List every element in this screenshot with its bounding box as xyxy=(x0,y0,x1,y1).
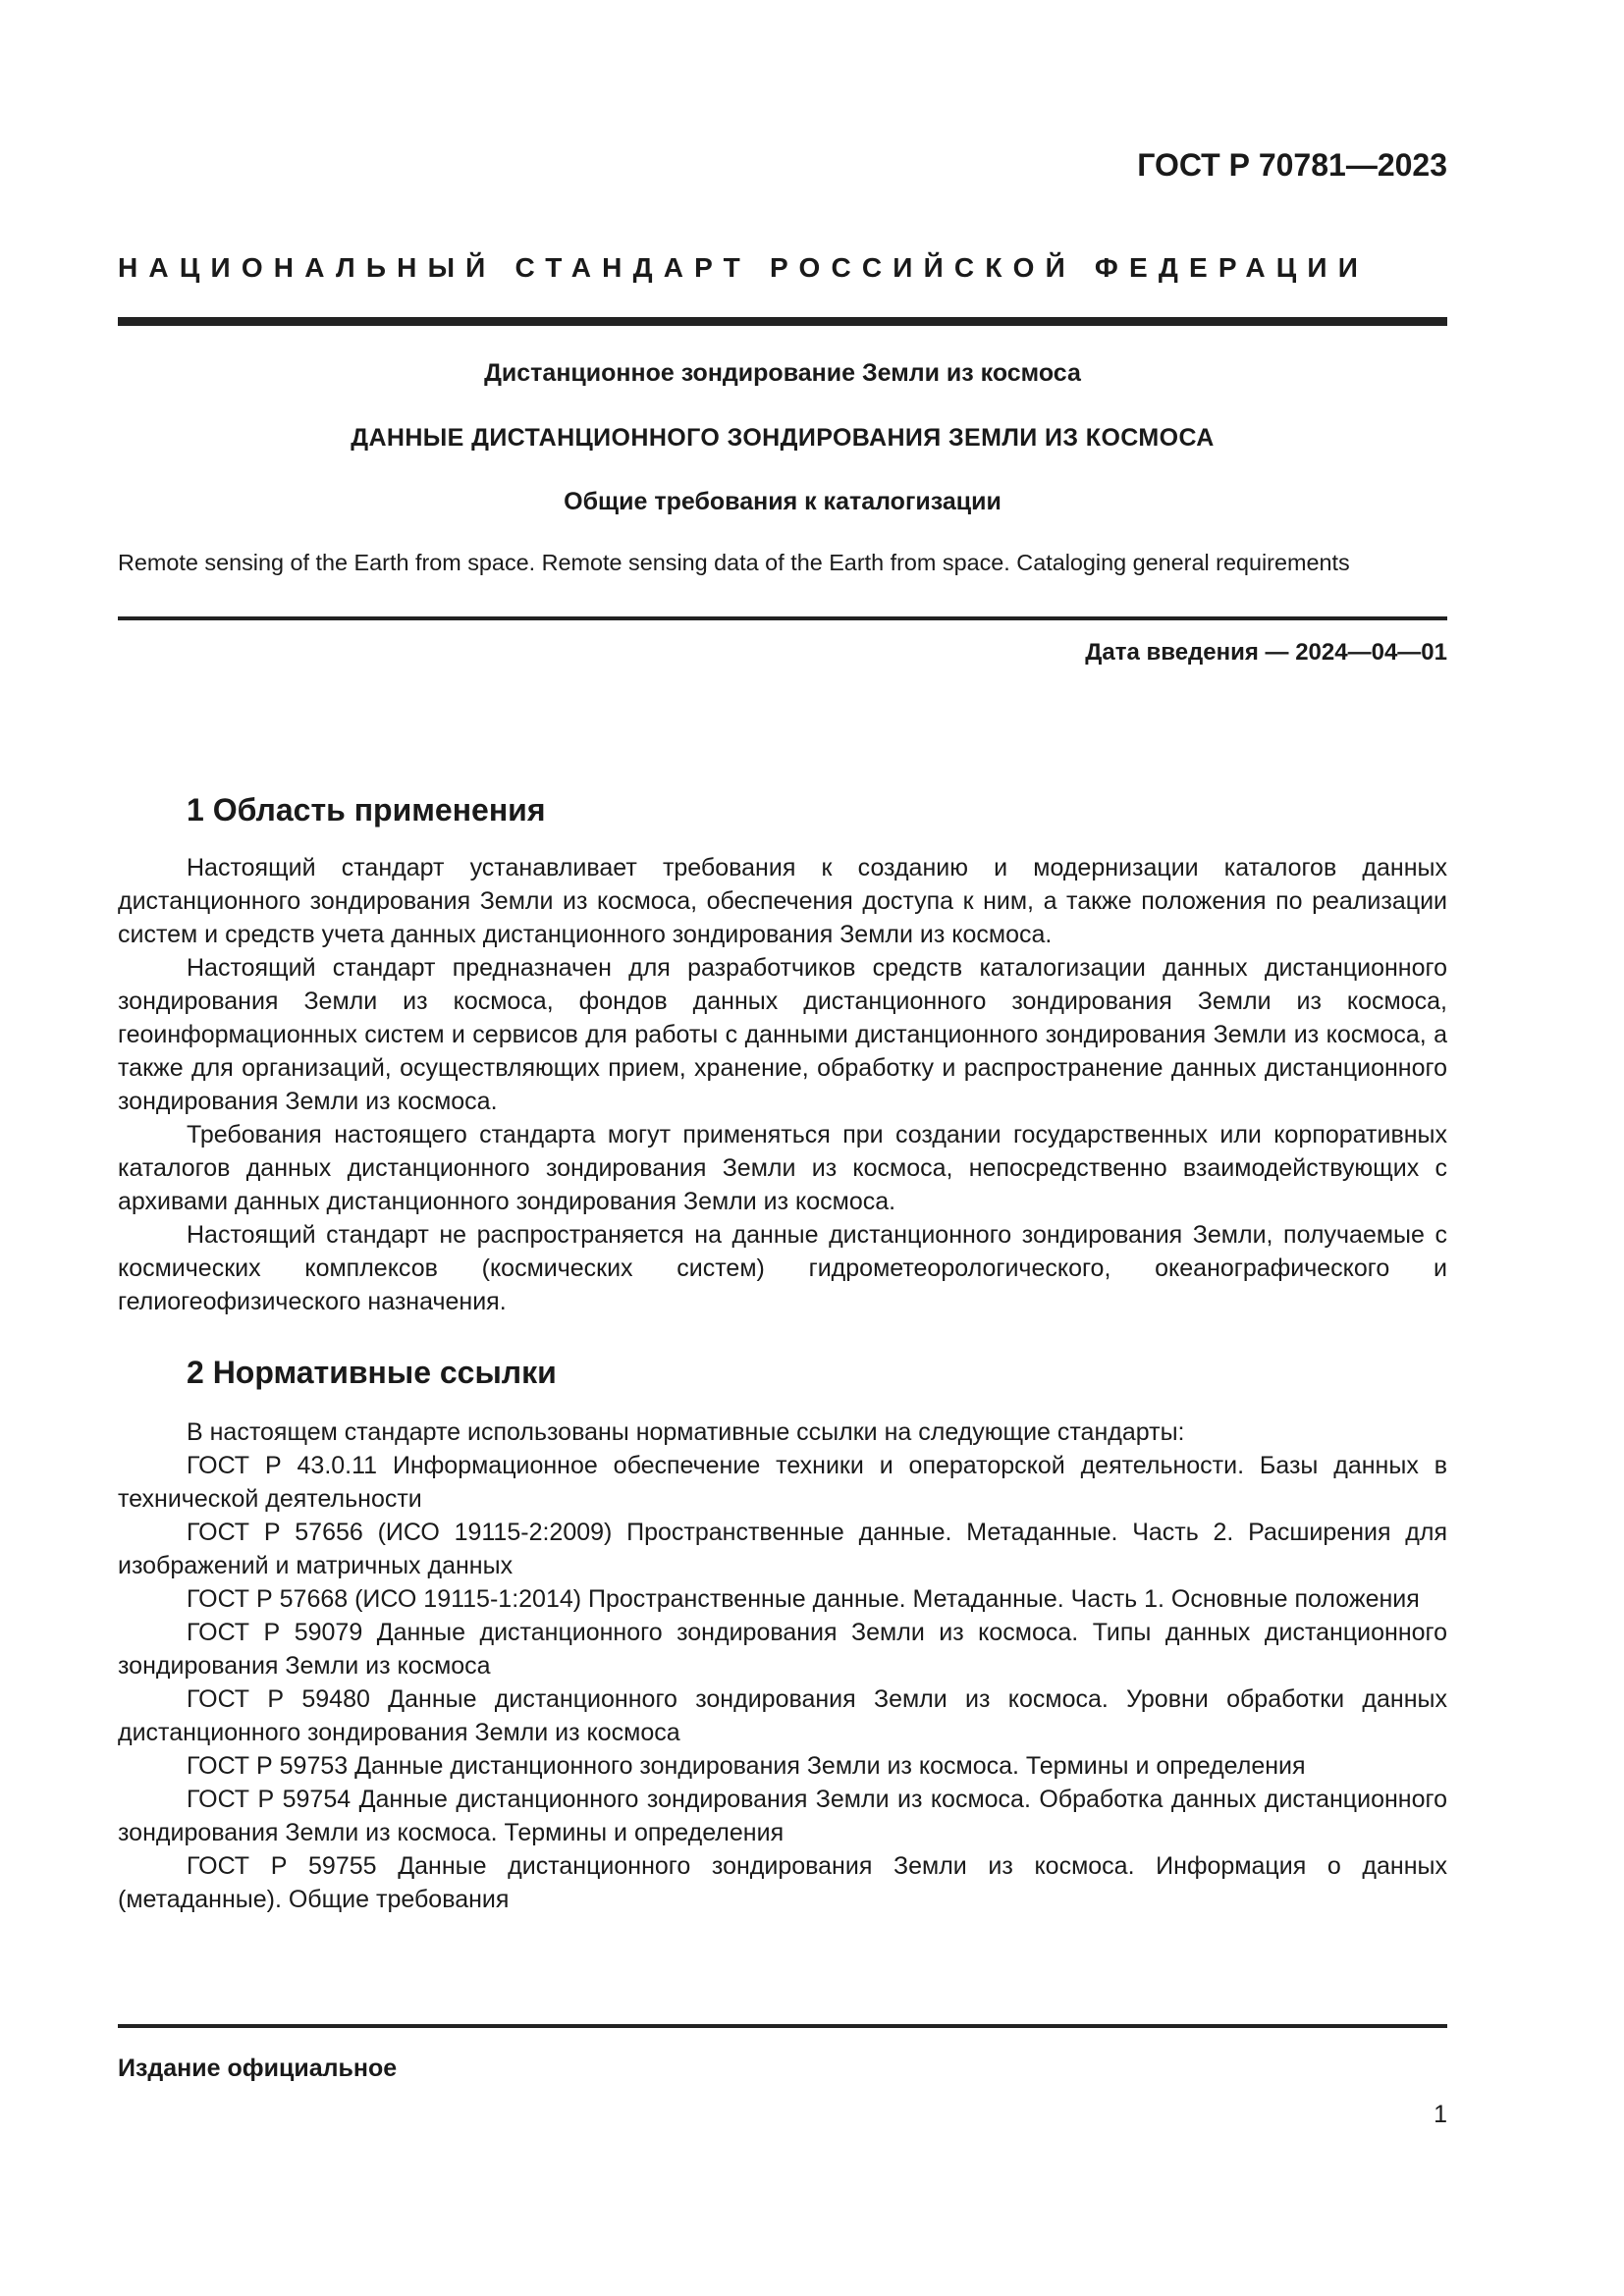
document-title: ДАННЫЕ ДИСТАНЦИОННОГО ЗОНДИРОВАНИЯ ЗЕМЛИ ИЗ КОСМОСА xyxy=(351,424,1215,452)
reference-item: ГОСТ Р 59753 Данные дистанционного зондирования Земли из космоса. Термины и определения xyxy=(187,1752,1306,1780)
page-number: 1 xyxy=(1434,2101,1447,2128)
title-divider xyxy=(118,616,1447,620)
reference-item: ГОСТ Р 59079 Данные дистанционного зондирования Земли из космоса. Типы данных дистанционного зондирования Земли из космоса xyxy=(118,1619,1447,1680)
english-title: Remote sensing of the Earth from space. Remote sensing data of the Earth from space. Cataloging general requirements xyxy=(118,550,1350,575)
section-1-body xyxy=(118,851,1447,1318)
national-standard-banner: НАЦИОНАЛЬНЫЙ СТАНДАРТ РОССИЙСКОЙ ФЕДЕРАЦИИ xyxy=(118,252,1370,283)
standard-number: ГОСТ Р 70781—2023 xyxy=(1137,147,1447,183)
section-2-heading: 2 Нормативные ссылки xyxy=(187,1355,557,1390)
document-subtitle: Дистанционное зондирование Земли из космоса xyxy=(484,359,1081,387)
reference-item: ГОСТ Р 59754 Данные дистанционного зондирования Земли из космоса. Обработка данных дистанционного зондирования Земли из космоса. Термины и определения xyxy=(118,1786,1447,1846)
section-1-paragraph: Настоящий стандарт устанавливает требования к созданию и модернизации каталогов данных дистанционного зондирования Земли из космоса, обеспечения доступа к ним, а также положения по реализации систем и средств учета данных дистанционного зондирования Земли из космоса. xyxy=(118,854,1447,948)
section-1-paragraph: Требования настоящего стандарта могут применяться при создании государственных или корпоративных каталогов данных дистанционного зондирования Земли из космоса, непосредственно взаимодействующих с архивами данных дистанционного зондирования Земли из космоса. xyxy=(118,1121,1447,1215)
reference-item: ГОСТ Р 57668 (ИСО 19115-1:2014) Пространственные данные. Метаданные. Часть 1. Основные положения xyxy=(187,1585,1420,1613)
reference-item: ГОСТ Р 57656 (ИСО 19115-2:2009) Пространственные данные. Метаданные. Часть 2. Расширения для изображений и матричных данных xyxy=(118,1519,1447,1579)
reference-item: ГОСТ Р 59755 Данные дистанционного зондирования Земли из космоса. Информация о данных (метаданные). Общие требования xyxy=(118,1852,1447,1913)
footer-divider xyxy=(118,2024,1447,2028)
section-2-intro: В настоящем стандарте использованы нормативные ссылки на следующие стандарты: xyxy=(187,1418,1185,1446)
section-2-body xyxy=(118,1415,1447,1916)
header-divider xyxy=(118,317,1447,326)
section-1-paragraph: Настоящий стандарт не распространяется на данные дистанционного зондирования Земли, получаемые с космических комплексов (космических систем) гидрометеорологического, океанографического и гелиогеофизического назначения. xyxy=(118,1221,1447,1315)
reference-item: ГОСТ Р 59480 Данные дистанционного зондирования Земли из космоса. Уровни обработки данных дистанционного зондирования Земли из космоса xyxy=(118,1685,1447,1746)
reference-item: ГОСТ Р 43.0.11 Информационное обеспечение техники и операторской деятельности. Базы данных в технической деятельности xyxy=(118,1452,1447,1513)
introduction-date: Дата введения — 2024—04—01 xyxy=(1085,639,1447,666)
section-1-heading: 1 Область применения xyxy=(187,792,546,828)
official-edition-label: Издание официальное xyxy=(118,2055,398,2082)
document-part-title: Общие требования к каталогизации xyxy=(564,488,1001,515)
section-1-paragraph: Настоящий стандарт предназначен для разработчиков средств каталогизации данных дистанционного зондирования Земли из космоса, фондов данных дистанционного зондирования Земли из космоса, геоинформационных систем и сервисов для работы с данными дистанционного зондирования Земли из космоса, а также для организаций, осуществляющих прием, хранение, обработку и распространение данных дистанционного зондирования Земли из космоса. xyxy=(118,954,1447,1115)
